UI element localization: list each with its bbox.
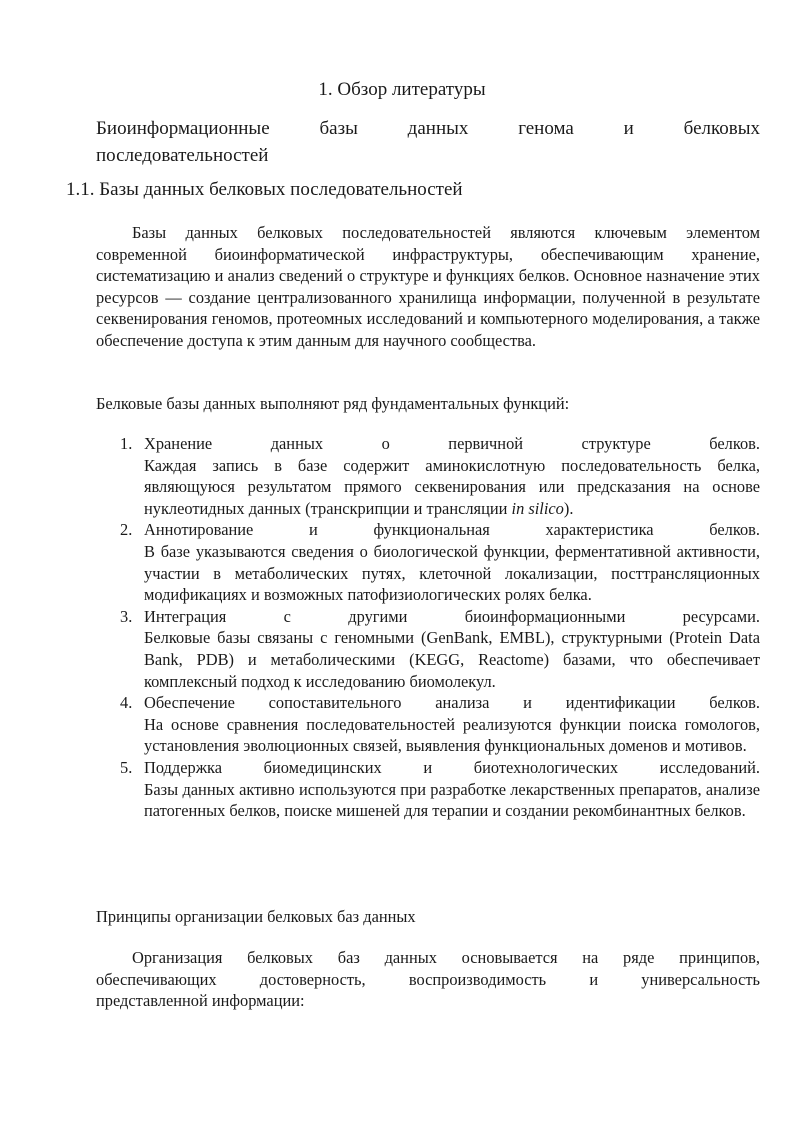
subsection-title: 1.1. Базы данных белковых последовательностей [66,179,463,200]
list-item-heading: Интеграция с другими биоинформационными ресурсами. [144,606,760,626]
list-item-number: 1. [120,434,133,453]
list-item-heading: Аннотирование и функциональная характеристика белков. [144,520,760,540]
list-item-italic: in silico [511,498,564,518]
section-title-line1: Биоинформационные базы данных генома и белковых [96,118,760,139]
principles-line2: обеспечивающих достоверность, воспроизводимость и универсальность [96,969,760,989]
principles-line3: представленной информации: [96,991,305,1011]
functions-intro-paragraph: Белковые базы данных выполняют ряд фундаментальных функций: [96,394,570,413]
list-item-text: На основе сравнения последовательностей реализуются функции поиска гомологов, установления эволюционных связей, выявления функциональных доменов и мотивов. [144,714,760,756]
chapter-title: 1. Обзор литературы [318,79,486,100]
list-item-heading: Поддержка биомедицинских и биотехнологических исследований. [144,757,760,777]
list-item-text: Белковые базы связаны с геномными (GenBank, EMBL), структурными (Protein Data Bank, PDB) и метаболическими (KEGG, Reactome) базами, что обеспечивает комплексный подход к исследованию биомолекул. [144,628,760,691]
list-item-text: В базе указываются сведения о биологической функции, ферментативной активности, участии в метаболических путях, клеточной локализации, посттрансляционных модификациях и возможных патофизиологических ролях белка. [144,541,760,605]
list-item-number: 3. [120,606,133,626]
section-title-line2: последовательностей [96,145,269,166]
list-item-number: 2. [120,520,133,540]
list-item [96,519,760,605]
list-item-heading: Обеспечение сопоставительного анализа и идентификации белков. [144,693,760,713]
list-item-text: Каждая запись в базе содержит аминокислотную последовательность белка, являющуюся результатом прямого секвенирования или предсказания на основе нуклеотидных данных (транскрипции и трансляции [144,455,760,518]
functions-list [96,433,760,822]
list-item [96,692,760,757]
list-item [96,757,760,822]
list-item-heading: Хранение данных о первичной структуре белков. [144,434,760,453]
list-item [96,606,760,692]
principles-paragraph [96,947,760,1012]
principles-heading: Принципы организации белковых баз данных [96,907,416,926]
list-item-tail: ). [563,498,574,518]
principles-line1: Организация белковых баз данных основывается на ряде принципов, [132,948,760,967]
list-item-number: 4. [120,693,133,713]
list-item-text: Базы данных активно используются при разработке лекарственных препаратов, анализе патогенных белков, поиске мишеней для терапии и создании рекомбинантных белков. [144,779,760,821]
list-item [96,433,760,519]
section-title [96,115,760,169]
list-item-number: 5. [120,757,133,777]
intro-paragraph: Базы данных белковых последовательностей являются ключевым элементом современной биоинформатической инфраструктуры, обеспечивающим хранение, систематизацию и анализ сведений о структуре и функциях белков. Основное назначение этих ресурсов — создание централизованного хранилища информации, полученной в результате секвенирования геномов, протеомных исследований и компьютерного моделирования, а также обеспечение доступа к этим данным для научного сообщества. [96,223,760,350]
